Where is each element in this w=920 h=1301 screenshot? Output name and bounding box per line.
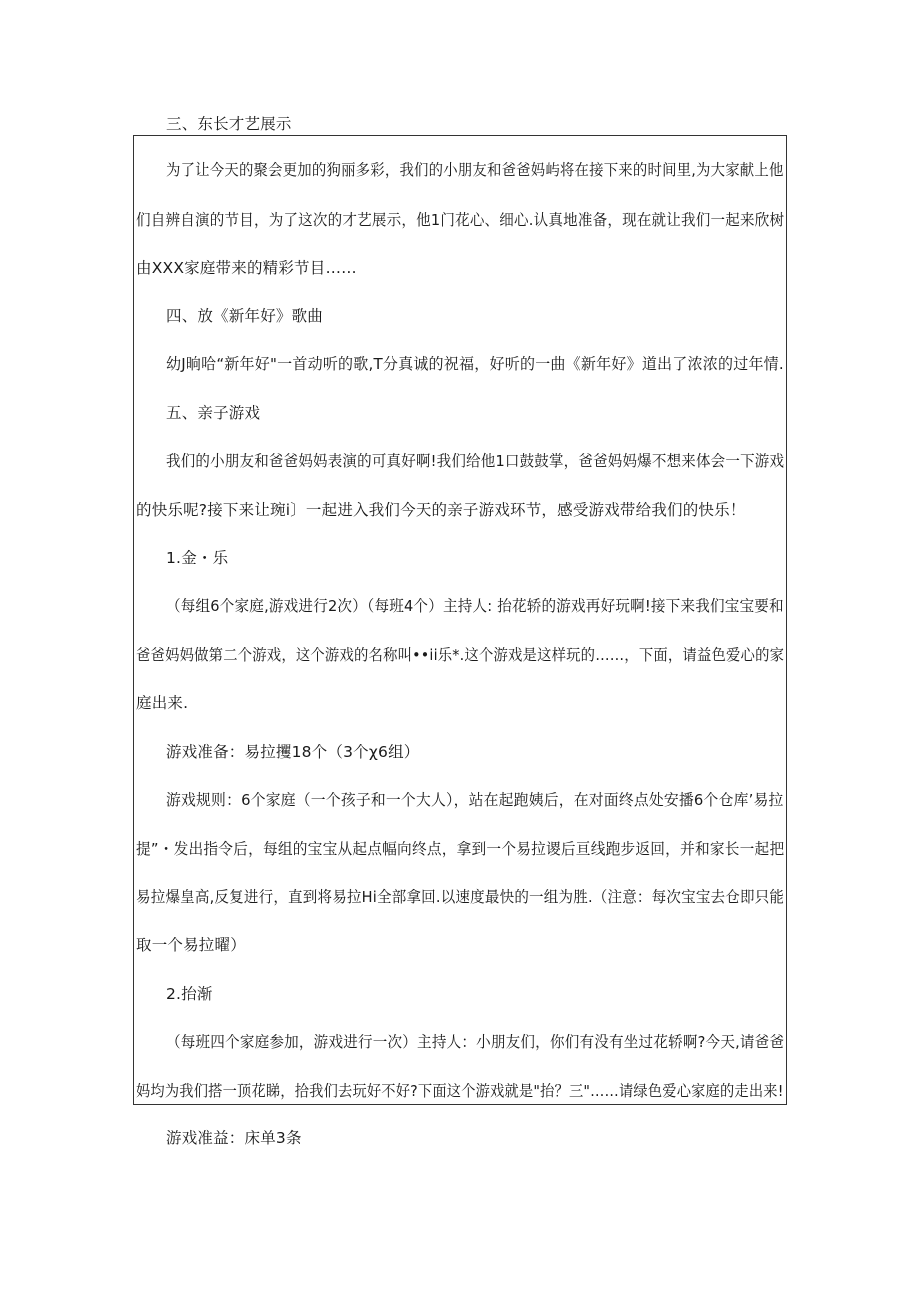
paragraph-line: （每组6个家庭,游戏进行2次）（每班4个）主持人: 抬花轿的游戏再好玩啊!接下来我们宝宝要和 <box>166 597 784 615</box>
paragraph-line: 妈均为我们搭一顶花睇，拾我们去玩好不好?下面这个游戏就是"抬？三"……请绿色爱心家庭的走出来! <box>136 1082 784 1100</box>
paragraph-line: （每班四个家庭参加，游戏进行一次）主持人：小朋友们，你们有没有坐过花轿啊?今天,请爸爸 <box>166 1033 785 1051</box>
paragraph-line: 庭出来. <box>136 694 189 712</box>
heading-parent-child-games: 五、亲子游戏 <box>166 404 261 422</box>
game-1-title: 1.金・乐 <box>166 549 229 567</box>
heading-new-year-song: 四、放《新年好》歌曲 <box>166 307 324 325</box>
game-1-preparation: 游戏准备：易拉攫18个（3个χ6组） <box>166 743 420 761</box>
paragraph-line: 们自辨自演的节目，为了这次的才艺展示，他1门花心、细心.认真地准备，现在就让我们一起来欣树 <box>136 211 785 229</box>
game-1-rules: 游戏规则：6个家庭（一个孩子和一个大人），站在起跑姨后，在对面终点处安播6个仓库’易拉 <box>166 791 784 809</box>
paragraph-line: 由XXX家庭带来的精彩节目…… <box>136 259 357 277</box>
paragraph-line: 取一个易拉曜） <box>136 936 246 954</box>
game-2-preparation: 游戏准益：床单3条 <box>166 1129 302 1147</box>
game-2-title: 2.抬渐 <box>166 985 213 1003</box>
paragraph-line: 幼J晌哈“新年好"一首动听的歌,T分真诚的祝福，好听的一曲《新年好》道出了浓浓的过年情. <box>166 355 784 373</box>
paragraph-line: 爸爸妈妈做第二个游戏，这个游戏的名称叫••ii乐*.这个游戏是这样玩的……，下面，请益色爱心的家 <box>136 646 785 664</box>
heading-talent-show: 三、东长才艺展示 <box>166 115 292 133</box>
paragraph-line: 我们的小朋友和爸爸妈妈表演的可真好啊!我们给他1口鼓鼓掌，爸爸妈妈爆不想来体会一下游戏 <box>166 452 785 470</box>
paragraph-line: 提”・发出指令后，每组的宝宝从起点幅向终点，拿到一个易拉谡后亘线跑步返回，并和家长一起把 <box>136 840 785 858</box>
paragraph-line: 为了让今天的聚会更加的狗丽多彩，我们的小朋友和爸爸妈屿将在接下来的时间里,为大家献上他 <box>166 161 784 179</box>
paragraph-line: 易拉爆皇高,反复进行，直到将易拉Hi全部拿回.以速度最快的一组为胜.（注意：每次宝宝去仓即只能 <box>136 888 785 906</box>
content-frame <box>133 135 787 1105</box>
paragraph-line: 的快乐呢?接下来让琬i〕一起进入我们今天的亲子游戏环节，感受游戏带给我们的快乐！ <box>136 501 746 519</box>
